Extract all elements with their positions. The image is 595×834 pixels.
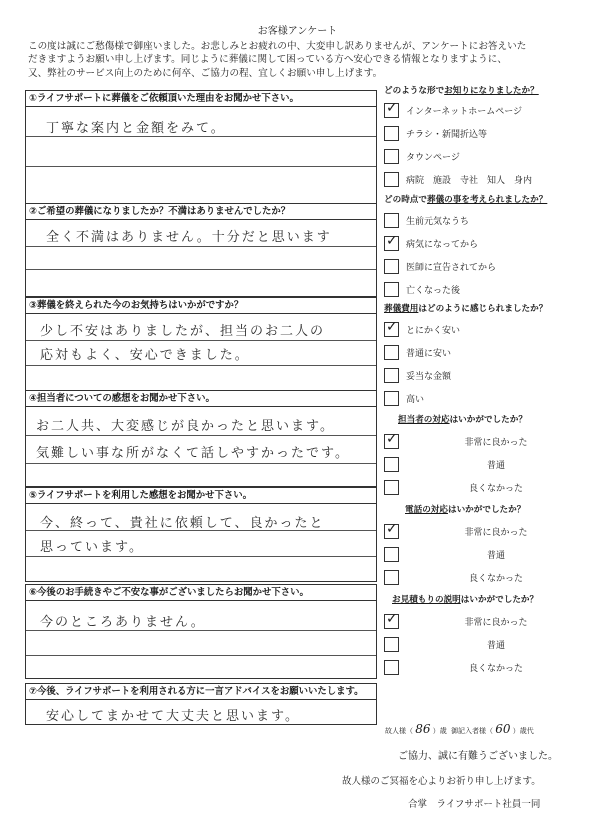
checkbox[interactable] — [384, 345, 399, 360]
intro-line: だきますようお願い申し上げます。同じように葬儀に関して困っている方へ安心できる情報となりますように、 — [28, 54, 507, 66]
question-4-answer-line-2[interactable]: 気難しい事な所がなくて話しやすかったです。 — [36, 446, 350, 461]
right-q3-title: 葬儀費用はどのように感じられましたか？ — [384, 304, 548, 314]
checkbox[interactable] — [384, 172, 399, 187]
question-7-box — [25, 683, 377, 725]
question-3-answer-line-2[interactable]: 応対もよく、安心できました。 — [40, 348, 250, 363]
check-mark-icon: ✓ — [386, 521, 398, 537]
right-q2-title: どの時点で葬儀の事を考えられましたか？ — [384, 195, 548, 205]
intro-text — [28, 40, 568, 80]
checkbox[interactable] — [384, 368, 399, 383]
question-3-answer-line-1[interactable]: 少し不安はありましたが、担当のお二人の — [40, 324, 326, 339]
question-2-answer-line-1[interactable]: 全く不満はありません。十分だと思います — [46, 230, 332, 245]
divider — [26, 166, 376, 167]
divider — [26, 246, 376, 247]
divider — [26, 435, 376, 436]
checkbox[interactable] — [384, 660, 399, 675]
age-fields: 故人様（ 86 ）歳 御記入者様（ 60 ）歳代 — [385, 722, 534, 736]
prayer-text: 故人様のご冥福を心よりお祈り申し上げます。 — [342, 776, 541, 787]
question-4-label: ④担当者についての感想をお聞かせ下さい。 — [26, 391, 376, 407]
checkbox[interactable] — [384, 282, 399, 297]
checkbox[interactable] — [384, 547, 399, 562]
question-4-box — [25, 390, 377, 487]
question-7-answer-line-1[interactable]: 安心してまかせて大丈夫と思います。 — [46, 709, 300, 724]
checkbox[interactable] — [384, 126, 399, 141]
checkbox[interactable] — [384, 319, 399, 337]
check-mark-icon: ✓ — [386, 319, 398, 335]
right-q6-title: お見積もりの説明はいかがでしたか？ — [392, 595, 539, 605]
checkbox[interactable] — [384, 259, 399, 274]
right-q4-title: 担当者の対応はいかがでしたか？ — [398, 415, 527, 425]
checkbox[interactable] — [384, 570, 399, 585]
checkbox[interactable] — [384, 149, 399, 164]
checkbox[interactable] — [384, 233, 399, 251]
checkbox[interactable] — [384, 431, 399, 449]
divider — [26, 630, 376, 631]
writer-age-value[interactable]: 60 — [495, 722, 511, 736]
question-5-answer-line-2[interactable]: 思っています。 — [40, 540, 144, 555]
divider — [26, 136, 376, 137]
checkbox[interactable] — [384, 637, 399, 652]
checkbox[interactable] — [384, 391, 399, 406]
check-mark-icon: ✓ — [386, 611, 398, 627]
question-3-box — [25, 297, 377, 391]
checkbox[interactable] — [384, 213, 399, 228]
question-2-box — [25, 203, 377, 297]
divider — [26, 269, 376, 270]
divider — [26, 556, 376, 557]
checkbox[interactable] — [384, 611, 399, 629]
question-1-answer-line-1[interactable]: 丁寧な案内と金額をみて。 — [46, 121, 226, 136]
checkbox[interactable] — [384, 457, 399, 472]
question-1-label: ①ライフサポートに葬儀をご依頼頂いた理由をお聞かせ下さい。 — [26, 91, 376, 107]
intro-line: この度は誠にご愁傷様で御座いました。お悲しみとお疲れの中、大変申し訳ありませんが、アンケートにお答えいた — [28, 41, 527, 52]
thanks-text: ご協力、誠に有難うございました。 — [398, 751, 558, 762]
checkbox[interactable] — [384, 480, 399, 495]
question-1-box — [25, 90, 377, 204]
deceased-age-value[interactable]: 86 — [415, 722, 431, 736]
question-5-box — [25, 487, 377, 582]
question-2-label: ②ご希望の葬儀になりましたか？不満はありませんでしたか？ — [26, 204, 376, 220]
question-7-label: ⑦今後、ライフサポートを利用される方に一言アドバイスをお願いいたします。 — [26, 684, 376, 700]
divider — [26, 655, 376, 656]
question-5-label: ⑤ライフサポートを利用した感想をお聞かせ下さい。 — [26, 488, 376, 504]
divider — [26, 463, 376, 464]
question-6-answer-line-1[interactable]: 今のところありません。 — [40, 615, 206, 630]
question-6-box — [25, 584, 377, 679]
checkbox[interactable] — [384, 100, 399, 118]
question-3-label: ③葬儀を終えられた今のお気持ちはいかがですか？ — [26, 298, 376, 314]
intro-line: 又、弊社のサービス向上のために何卒、ご協力の程、宜しくお願い申し上げます。 — [28, 67, 383, 79]
right-q5-title: 電話の対応はいかがでしたか？ — [405, 505, 526, 515]
page-title: お客様アンケート — [257, 26, 338, 37]
question-4-answer-line-1[interactable]: お二人共、大変感じが良かったと思います。 — [36, 419, 335, 434]
signature-text: 合掌 ライフサポート社員一同 — [408, 799, 541, 810]
check-mark-icon: ✓ — [386, 100, 398, 116]
question-6-label: ⑥今後のお手続きやご不安な事がございましたらお聞かせ下さい。 — [26, 585, 376, 601]
question-5-answer-line-1[interactable]: 今、終って、貴社に依頼して、良かったと — [40, 516, 325, 531]
divider — [26, 365, 376, 366]
checkbox[interactable] — [384, 521, 399, 539]
check-mark-icon: ✓ — [386, 431, 398, 447]
right-q1-title: どのような形でお知りになりましたか？ — [384, 86, 539, 96]
check-mark-icon: ✓ — [386, 233, 398, 249]
divider — [26, 340, 376, 341]
